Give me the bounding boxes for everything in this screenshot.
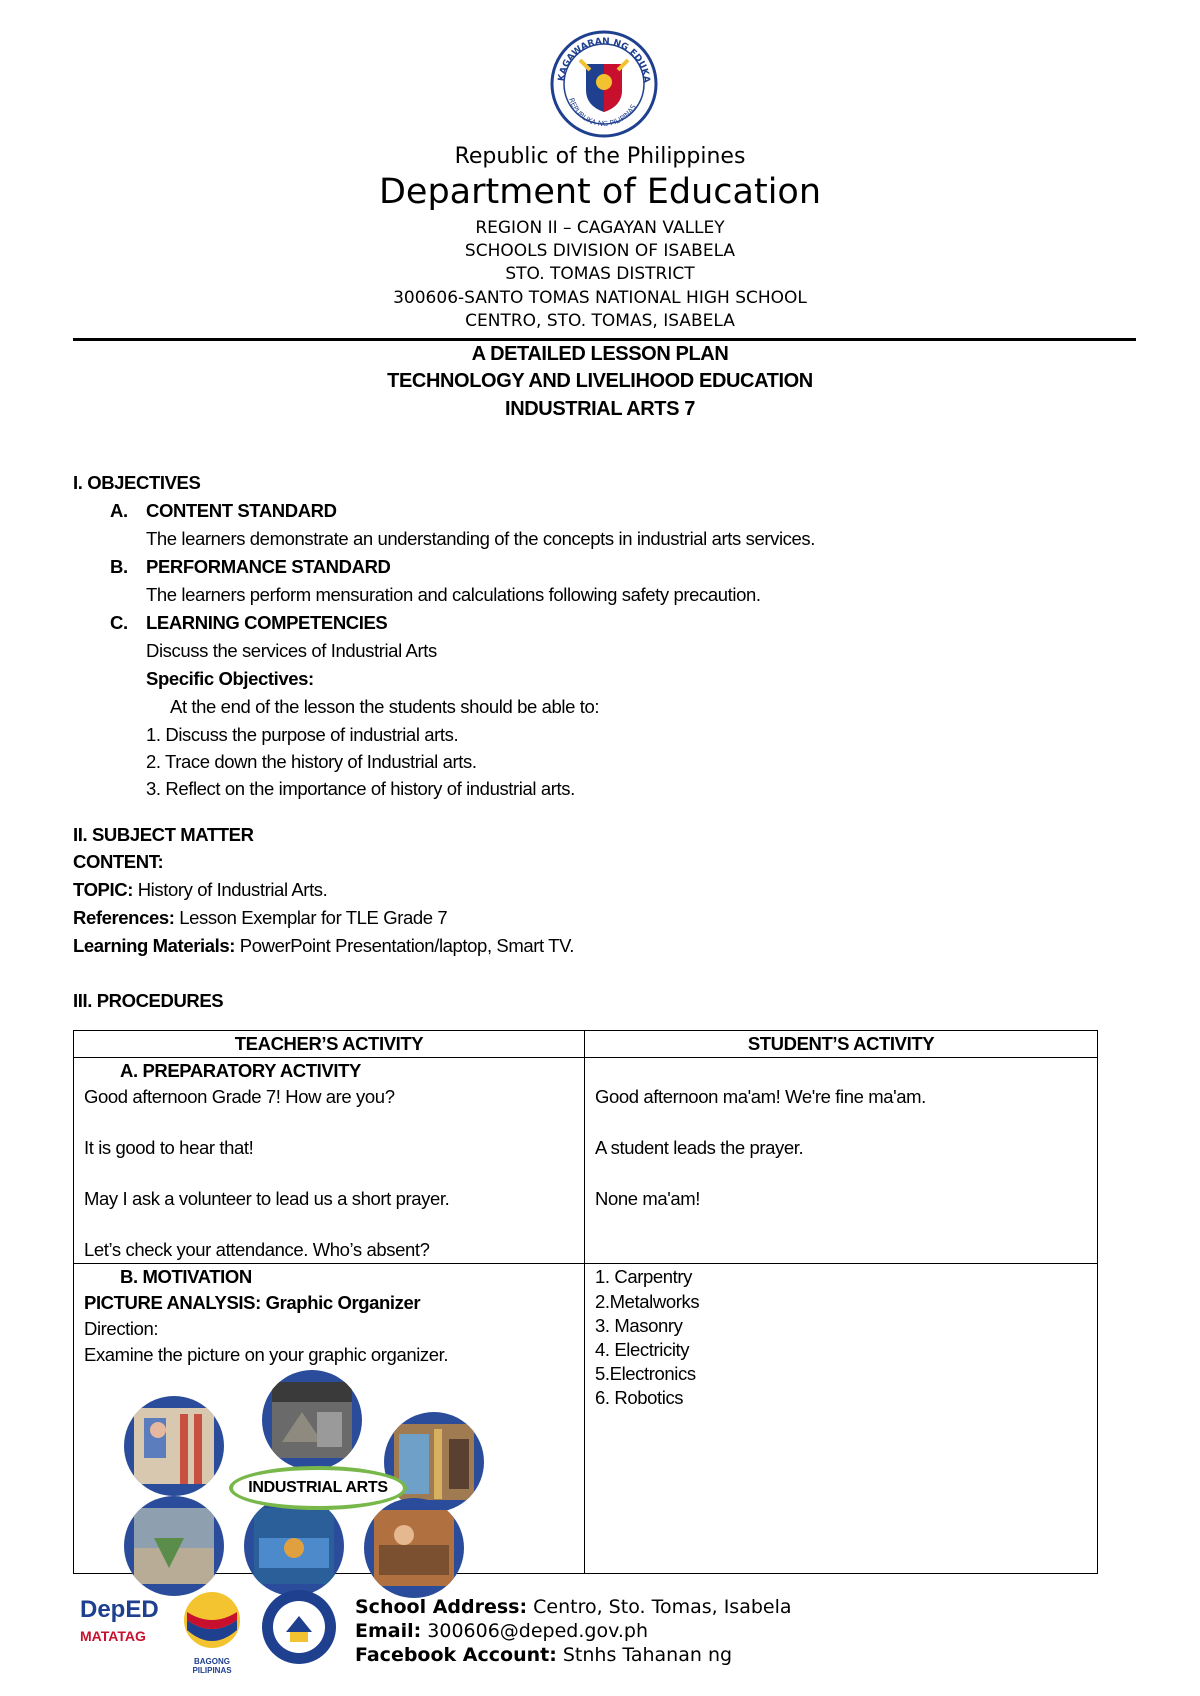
- title-line1: A DETAILED LESSON PLAN: [471, 343, 729, 365]
- subject-heading: II. SUBJECT MATTER: [73, 824, 254, 845]
- motivation-heading: B. MOTIVATION: [120, 1266, 252, 1287]
- bagong-pilipinas-logo: [175, 1590, 249, 1675]
- title-line3: INDUSTRIAL ARTS 7: [505, 398, 695, 420]
- answer-item: 6. Robotics: [595, 1387, 684, 1408]
- specific-objectives-intro: At the end of the lesson the students should be able to:: [170, 696, 600, 717]
- objective-item: 2. Trace down the history of Industrial arts.: [146, 751, 477, 772]
- topic-label: TOPIC:: [73, 879, 133, 900]
- objectives-heading: I. OBJECTIVES: [73, 472, 201, 493]
- bagong-pilipinas-text: BAGONG PILIPINAS: [192, 1657, 232, 1675]
- obj-b-title: PERFORMANCE STANDARD: [146, 556, 391, 577]
- organizer-picture: [124, 1396, 224, 1496]
- materials-label: Learning Materials:: [73, 935, 236, 956]
- header-region: REGION II – CAGAYAN VALLEY: [475, 218, 725, 238]
- obj-a-letter: A.: [110, 500, 128, 521]
- graphic-organizer-label: Graphic Organizer: [265, 1292, 421, 1313]
- prep-heading: A. PREPARATORY ACTIVITY: [120, 1060, 361, 1081]
- obj-b-letter: B.: [110, 556, 128, 577]
- obj-c-title: LEARNING COMPETENCIES: [146, 612, 388, 633]
- answer-item: 2.Metalworks: [595, 1291, 700, 1312]
- obj-c-text: Discuss the services of Industrial Arts: [146, 640, 437, 661]
- email-label: Email:: [355, 1620, 422, 1642]
- seal-top-text: KAGAWARAN NG EDUKA: [557, 36, 652, 84]
- seal-bottom-text: REPUBLIKA NG PILIPINAS: [567, 97, 638, 129]
- prep-student-cell: [585, 1058, 1098, 1264]
- answer-item: 5.Electronics: [595, 1363, 696, 1384]
- deped-matatag-logo: [80, 1596, 160, 1644]
- header-department: Department of Education: [378, 172, 822, 212]
- content-label: CONTENT:: [73, 851, 164, 872]
- direction-instruction: Examine the picture on your graphic organizer.: [84, 1344, 449, 1365]
- procedures-heading: III. PROCEDURES: [73, 990, 224, 1011]
- obj-a-title: CONTENT STANDARD: [146, 500, 337, 521]
- deped-logo-text: DepED: [80, 1596, 159, 1623]
- col-student-header: STUDENT’S ACTIVITY: [585, 1031, 1098, 1058]
- obj-c-letter: C.: [110, 612, 128, 633]
- obj-a-text: The learners demonstrate an understanding of the concepts in industrial arts services.: [146, 528, 815, 549]
- organizer-picture: [262, 1370, 362, 1470]
- references-value: Lesson Exemplar for TLE Grade 7: [179, 907, 448, 928]
- header-school: 300606-SANTO TOMAS NATIONAL HIGH SCHOOL: [393, 288, 807, 308]
- answer-item: 3. Masonry: [595, 1315, 683, 1336]
- objective-item: 1. Discuss the purpose of industrial arts.: [146, 724, 459, 745]
- header-republic: Republic of the Philippines: [454, 144, 746, 169]
- table-row: [74, 1058, 1098, 1264]
- header-address: CENTRO, STO. TOMAS, ISABELA: [465, 311, 735, 331]
- email-value[interactable]: 300606@deped.gov.ph: [427, 1620, 649, 1642]
- organizer-center-label: INDUSTRIAL ARTS: [229, 1466, 407, 1510]
- motivation-student-cell: [585, 1264, 1098, 1574]
- deped-seal: [550, 30, 658, 138]
- organizer-picture: [364, 1498, 464, 1598]
- facebook-label: Facebook Account:: [355, 1644, 557, 1666]
- motivation-teacher-cell: [74, 1264, 585, 1574]
- obj-b-text: The learners perform mensuration and calculations following safety precaution.: [146, 584, 761, 605]
- objective-item: 3. Reflect on the importance of history of industrial arts.: [146, 778, 575, 799]
- prep-teacher-line: It is good to hear that!: [84, 1137, 254, 1158]
- header-district: STO. TOMAS DISTRICT: [505, 264, 695, 284]
- prep-teacher-line: Good afternoon Grade 7! How are you?: [84, 1086, 395, 1107]
- references-label: References:: [73, 907, 175, 928]
- direction-label: Direction:: [84, 1318, 159, 1339]
- title-line2: TECHNOLOGY AND LIVELIHOOD EDUCATION: [387, 370, 813, 392]
- prep-student-line: A student leads the prayer.: [595, 1137, 804, 1158]
- picture-analysis-label: PICTURE ANALYSIS:: [84, 1292, 261, 1313]
- prep-student-line: Good afternoon ma'am! We're fine ma'am.: [595, 1086, 926, 1107]
- header-rule: [73, 338, 1136, 341]
- organizer-picture: [244, 1496, 344, 1596]
- col-teacher-header: TEACHER’S ACTIVITY: [74, 1031, 585, 1058]
- prep-teacher-line: Let’s check your attendance. Who’s absent?: [84, 1239, 430, 1260]
- table-row: [74, 1264, 1098, 1574]
- facebook-value[interactable]: Stnhs Tahanan ng: [562, 1644, 733, 1666]
- topic-value: History of Industrial Arts.: [137, 879, 328, 900]
- school-address-value: Centro, Sto. Tomas, Isabela: [533, 1596, 792, 1618]
- footer: [0, 1590, 1200, 1696]
- prep-teacher-line: May I ask a volunteer to lead us a short prayer.: [84, 1188, 450, 1209]
- procedures-table: [73, 1030, 1098, 1574]
- graphic-organizer: [74, 1368, 564, 1573]
- organizer-picture: [124, 1496, 224, 1596]
- answer-item: 1. Carpentry: [595, 1266, 692, 1287]
- materials-value: PowerPoint Presentation/laptop, Smart TV.: [239, 935, 575, 956]
- prep-student-line: None ma'am!: [595, 1188, 701, 1209]
- answer-item: 4. Electricity: [595, 1339, 690, 1360]
- prep-teacher-cell: [74, 1058, 585, 1264]
- school-address-label: School Address:: [355, 1596, 528, 1618]
- header-division: SCHOOLS DIVISION OF ISABELA: [464, 241, 736, 261]
- school-seal: [260, 1588, 338, 1671]
- specific-objectives-heading: Specific Objectives:: [146, 668, 314, 689]
- matatag-logo-text: MATATAG: [80, 1628, 146, 1644]
